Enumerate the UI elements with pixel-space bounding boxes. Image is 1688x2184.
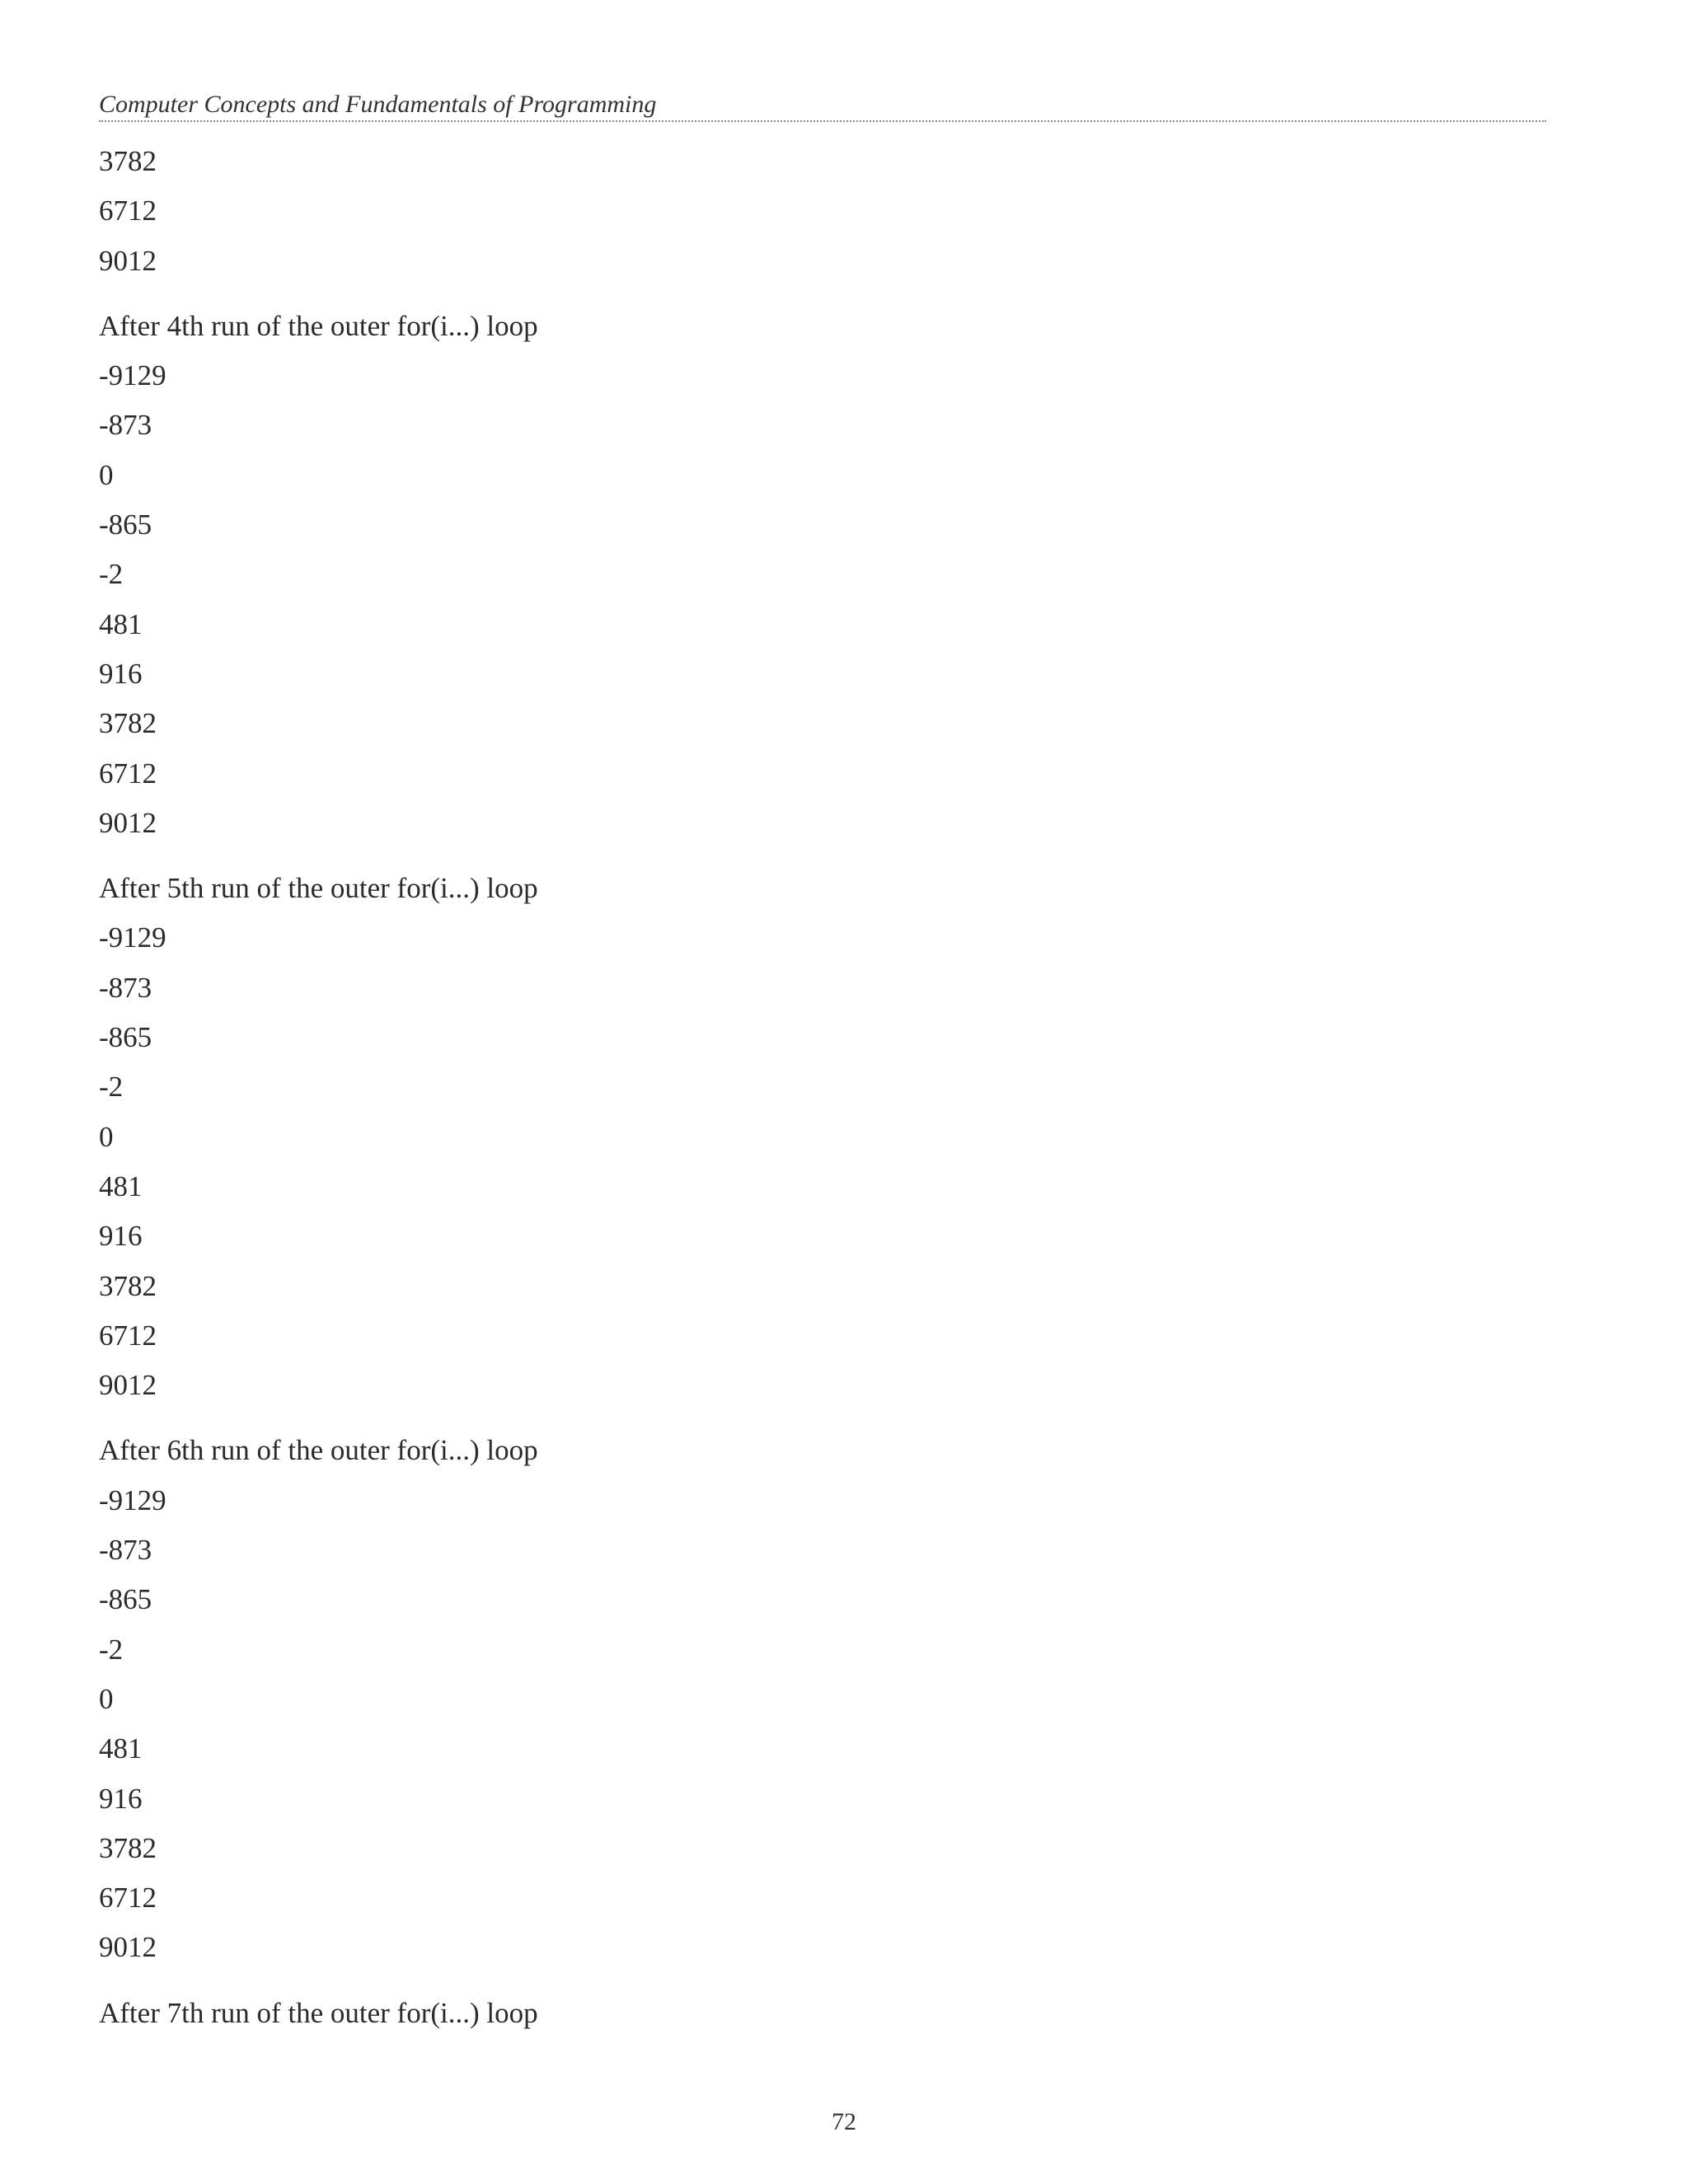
- output-value: 6712: [99, 1319, 157, 1352]
- output-value: 6712: [99, 194, 157, 227]
- output-value: 9012: [99, 1931, 157, 1964]
- run-heading: After 5th run of the outer for(i...) loop: [99, 872, 538, 905]
- run-heading: After 4th run of the outer for(i...) loop: [99, 309, 538, 342]
- output-value: -2: [99, 1633, 124, 1666]
- run-6-block: [99, 1426, 1500, 1972]
- output-value: 0: [99, 458, 114, 491]
- output-value: -865: [99, 1021, 152, 1054]
- run-5-block: [99, 864, 1500, 1410]
- run-7-block: [99, 1989, 1500, 2038]
- output-value: 0: [99, 1120, 114, 1153]
- running-title: Computer Concepts and Fundamentals of Programming: [99, 91, 657, 118]
- run-heading: After 6th run of the outer for(i...) loop: [99, 1434, 538, 1467]
- output-value: 916: [99, 657, 143, 690]
- output-value: -873: [99, 971, 152, 1004]
- output-value: -9129: [99, 359, 166, 392]
- output-value: 9012: [99, 244, 157, 277]
- output-value: -9129: [99, 1483, 166, 1516]
- output-value: 9012: [99, 806, 157, 839]
- output-value: 3782: [99, 1831, 157, 1864]
- output-value: 481: [99, 607, 143, 640]
- run-heading: After 7th run of the outer for(i...) loop: [99, 1996, 538, 2029]
- running-header: [99, 86, 1546, 122]
- output-value: 6712: [99, 1882, 157, 1915]
- page-content: [99, 137, 1500, 2038]
- output-value: -865: [99, 1583, 152, 1616]
- output-value: 916: [99, 1782, 143, 1815]
- run-4-block: [99, 302, 1500, 848]
- output-value: -873: [99, 1534, 152, 1567]
- output-value: 3782: [99, 707, 157, 740]
- page-number: 72: [832, 2108, 856, 2135]
- output-value: 916: [99, 1220, 143, 1253]
- output-value: 481: [99, 1169, 143, 1202]
- output-value: -2: [99, 1071, 124, 1104]
- output-value: 3782: [99, 1269, 157, 1302]
- output-value: 9012: [99, 1369, 157, 1402]
- continued-output: [99, 137, 1500, 286]
- output-value: 481: [99, 1732, 143, 1765]
- output-value: -2: [99, 558, 124, 591]
- output-value: -873: [99, 409, 152, 442]
- output-value: -865: [99, 509, 152, 541]
- output-value: 3782: [99, 145, 157, 177]
- output-value: 0: [99, 1682, 114, 1715]
- output-value: 6712: [99, 757, 157, 790]
- output-value: -9129: [99, 921, 166, 954]
